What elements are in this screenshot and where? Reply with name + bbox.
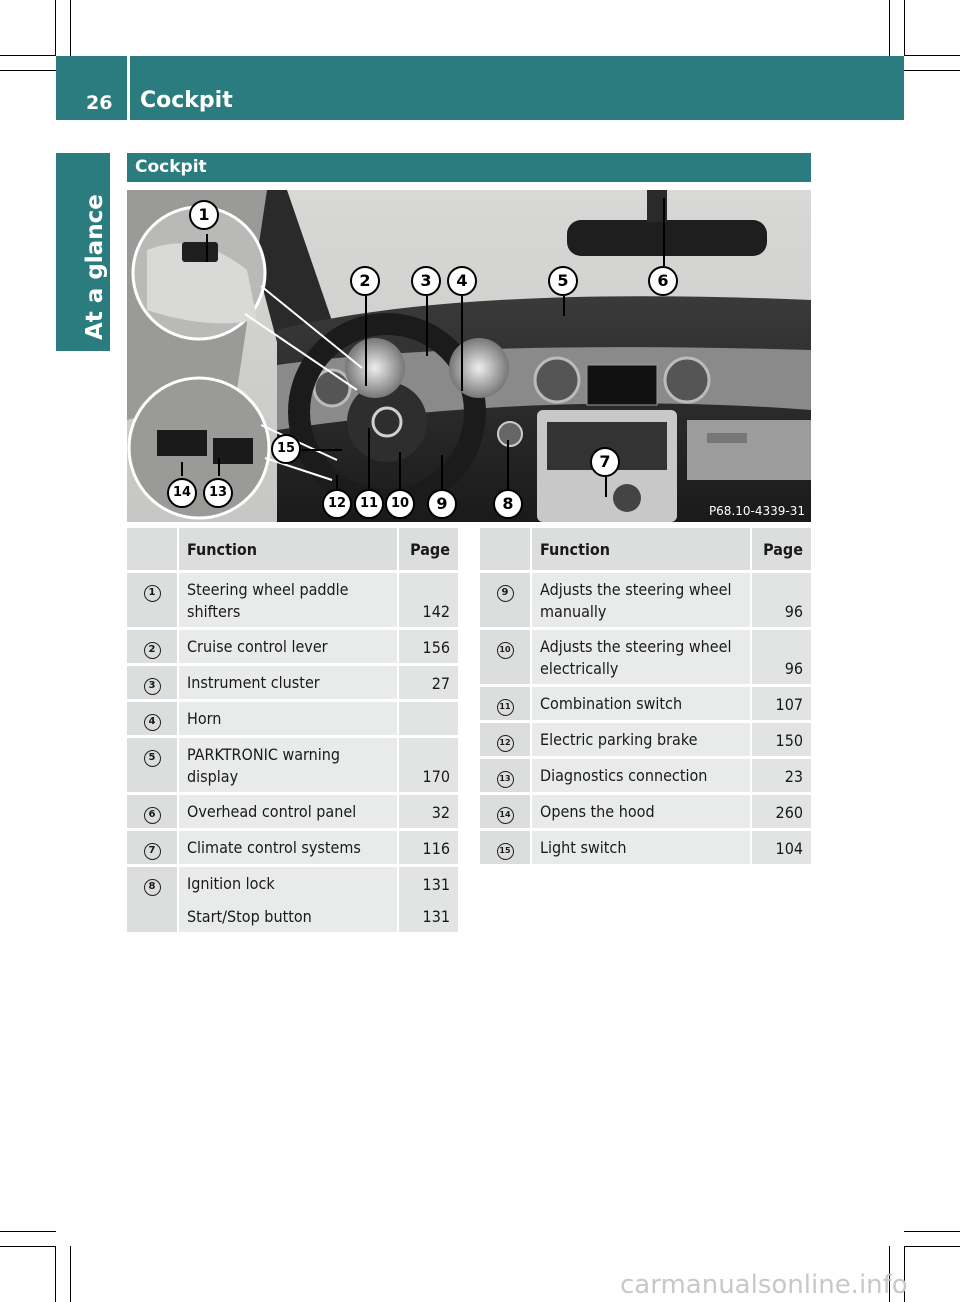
row-function: Combination switch — [531, 686, 751, 722]
callout-number-badge: 14 — [497, 807, 514, 824]
callout-leader — [461, 296, 463, 391]
callout-number-badge: 9 — [497, 585, 514, 602]
callout-number-badge: 5 — [144, 750, 161, 767]
page-number: 26 — [86, 92, 113, 114]
crop-mark — [55, 0, 56, 56]
row-number — [127, 665, 178, 701]
row-number — [127, 572, 178, 629]
callout-leader — [663, 198, 665, 266]
callout-leader — [368, 428, 370, 490]
table-row — [480, 794, 811, 830]
table-row — [127, 665, 458, 701]
row-function: Electric parking brake — [531, 722, 751, 758]
callout-number-badge: 13 — [497, 771, 514, 788]
row-function: Diagnostics connection — [531, 758, 751, 794]
row-function: Adjusts the steering wheel electrically — [531, 629, 751, 686]
callout-leader — [218, 458, 220, 476]
table-row — [127, 830, 458, 866]
table-row — [480, 758, 811, 794]
callout-number-badge: 11 — [497, 699, 514, 716]
callout-leader — [365, 296, 367, 386]
row-page: 23 — [751, 758, 811, 794]
crop-mark — [70, 1246, 71, 1302]
column-header-number — [127, 528, 178, 572]
row-number — [127, 900, 178, 934]
callout-leader — [181, 462, 183, 476]
callout-number-badge: 4 — [144, 714, 161, 731]
row-function: Cruise control lever — [178, 629, 398, 665]
callout-3: 3 — [411, 266, 441, 296]
callout-11: 11 — [354, 489, 384, 519]
row-page: 156 — [398, 629, 458, 665]
table-row — [480, 572, 811, 629]
column-header-page: Page — [751, 528, 811, 572]
callout-10: 10 — [385, 489, 415, 519]
callout-leader — [399, 452, 401, 490]
row-function: Opens the hood — [531, 794, 751, 830]
row-page: 32 — [398, 794, 458, 830]
row-page: 116 — [398, 830, 458, 866]
row-number — [127, 794, 178, 830]
column-header-page: Page — [398, 528, 458, 572]
table-header-row — [127, 528, 458, 572]
watermark: carmanualsonline.info — [620, 1270, 908, 1300]
callout-13: 13 — [203, 478, 233, 508]
crop-mark — [0, 70, 56, 71]
crop-mark — [904, 1246, 960, 1247]
callout-number-badge: 10 — [497, 642, 514, 659]
cockpit-photo — [127, 190, 811, 522]
row-number — [480, 758, 531, 794]
header-separator — [127, 56, 130, 120]
callout-leader — [605, 477, 607, 497]
callout-leader — [302, 449, 342, 451]
column-header-function: Function — [531, 528, 751, 572]
page-header-title: Cockpit — [140, 88, 233, 113]
table-row — [127, 794, 458, 830]
row-function: Adjusts the steering wheel manually — [531, 572, 751, 629]
callout-number-badge: 6 — [144, 807, 161, 824]
callout-2: 2 — [350, 266, 380, 296]
table-row — [480, 830, 811, 866]
callout-8: 8 — [493, 489, 523, 519]
table-row — [480, 686, 811, 722]
row-number — [480, 686, 531, 722]
callout-leader — [507, 440, 509, 490]
row-page: 27 — [398, 665, 458, 701]
row-page: 131 — [398, 866, 458, 901]
row-function: Ignition lock — [178, 866, 398, 901]
row-number — [480, 830, 531, 866]
section-title: Cockpit — [135, 157, 207, 177]
table-row — [127, 900, 458, 934]
callout-6: 6 — [648, 266, 678, 296]
callout-leader — [206, 234, 208, 262]
callout-number-badge: 1 — [144, 585, 161, 602]
crop-mark — [70, 0, 71, 56]
callout-leader — [426, 296, 428, 356]
callout-number-badge: 8 — [144, 879, 161, 896]
table-row — [127, 629, 458, 665]
crop-mark — [0, 1246, 56, 1247]
row-function: PARKTRONIC warning display — [178, 737, 398, 794]
crop-mark — [904, 55, 960, 56]
crop-mark — [889, 0, 890, 56]
crop-mark — [904, 1231, 960, 1232]
row-number — [127, 737, 178, 794]
callout-number-badge: 3 — [144, 678, 161, 695]
row-page: 107 — [751, 686, 811, 722]
row-function: Overhead control panel — [178, 794, 398, 830]
row-page: 142 — [398, 572, 458, 629]
row-page: 170 — [398, 737, 458, 794]
callout-14: 14 — [167, 478, 197, 508]
callout-number-badge: 7 — [144, 843, 161, 860]
crop-mark — [904, 70, 960, 71]
row-function: Steering wheel paddle shifters — [178, 572, 398, 629]
table-row — [127, 572, 458, 629]
callout-1: 1 — [189, 200, 219, 230]
table-row — [127, 701, 458, 737]
column-header-function: Function — [178, 528, 398, 572]
row-function: Light switch — [531, 830, 751, 866]
callout-15: 15 — [271, 434, 301, 464]
callout-12: 12 — [322, 489, 352, 519]
row-page: 96 — [751, 629, 811, 686]
table-header-row — [480, 528, 811, 572]
table-row — [127, 737, 458, 794]
row-number — [127, 830, 178, 866]
row-number — [127, 629, 178, 665]
function-table-left — [127, 528, 458, 935]
row-page: 150 — [751, 722, 811, 758]
section-heading-bar — [127, 153, 811, 182]
callout-5: 5 — [548, 266, 578, 296]
row-number — [480, 629, 531, 686]
callout-7: 7 — [590, 447, 620, 477]
crop-mark — [0, 1231, 56, 1232]
crop-mark — [55, 1246, 56, 1302]
figure-code: P68.10-4339-31 — [708, 504, 805, 518]
row-number — [127, 701, 178, 737]
row-number — [127, 866, 178, 901]
row-page — [398, 701, 458, 737]
row-page: 96 — [751, 572, 811, 629]
callout-leader — [441, 455, 443, 490]
cockpit-illustration — [127, 190, 811, 522]
row-function: Horn — [178, 701, 398, 737]
row-function: Start/Stop button — [178, 900, 398, 934]
table-row — [127, 866, 458, 901]
table-row — [480, 629, 811, 686]
callout-number-badge: 2 — [144, 642, 161, 659]
callout-9: 9 — [427, 489, 457, 519]
callout-number-badge: 12 — [497, 735, 514, 752]
crop-mark — [904, 0, 905, 56]
row-page: 260 — [751, 794, 811, 830]
column-header-number — [480, 528, 531, 572]
table-row — [480, 722, 811, 758]
function-table-right — [480, 528, 811, 867]
chapter-tab-label: At a glance — [82, 194, 108, 340]
row-page: 104 — [751, 830, 811, 866]
callout-number-badge: 15 — [497, 843, 514, 860]
crop-mark — [0, 55, 56, 56]
row-number — [480, 572, 531, 629]
row-number — [480, 722, 531, 758]
row-number — [480, 794, 531, 830]
callout-4: 4 — [447, 266, 477, 296]
callout-leader — [563, 296, 565, 316]
row-function: Climate control systems — [178, 830, 398, 866]
callout-leader — [336, 475, 338, 490]
row-function: Instrument cluster — [178, 665, 398, 701]
row-page: 131 — [398, 900, 458, 934]
